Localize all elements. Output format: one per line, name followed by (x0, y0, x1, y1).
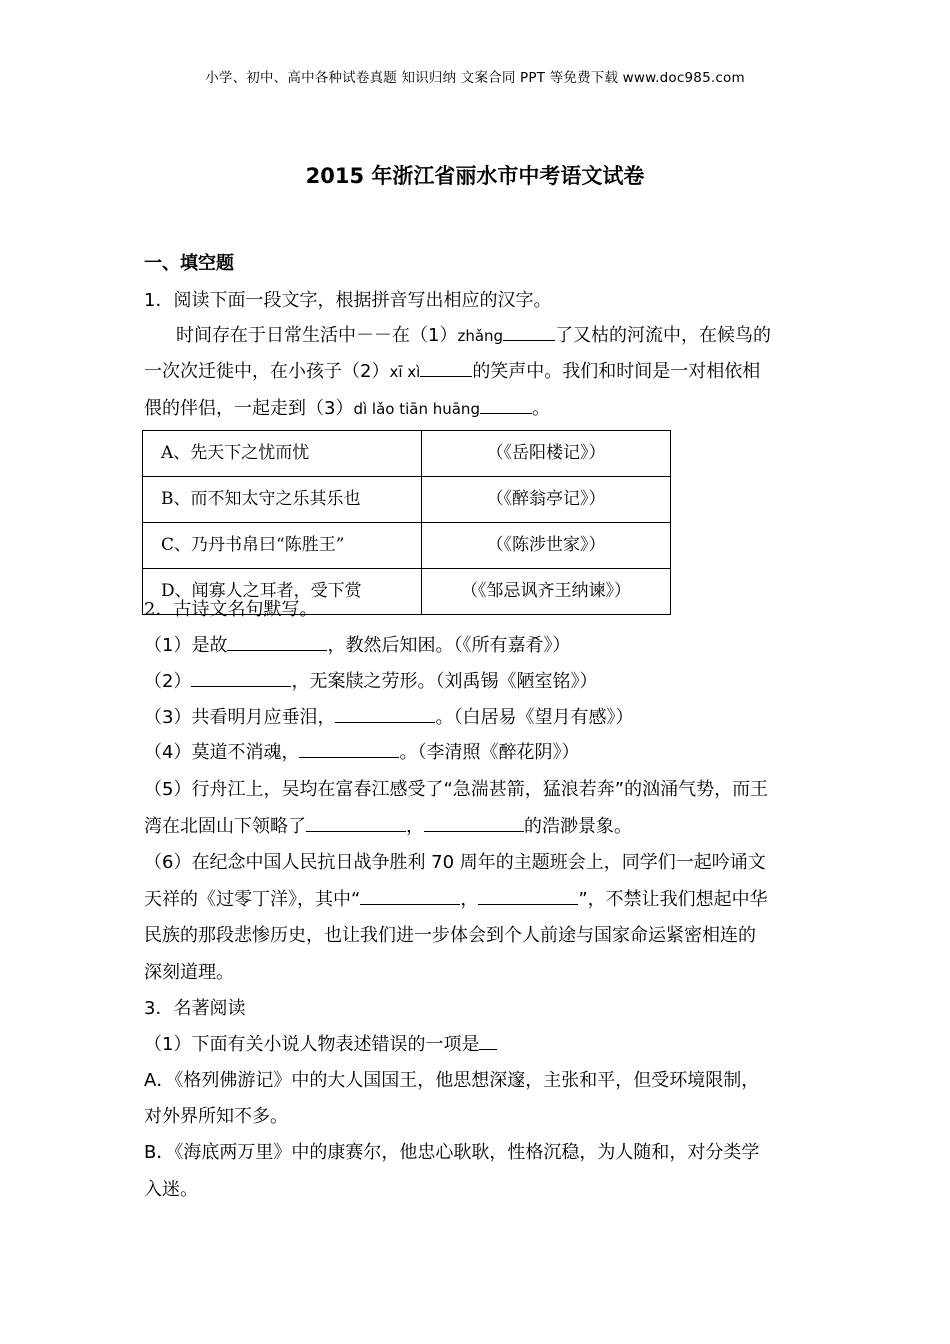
option-source: （《邹忌讽齐王纳谏》） (422, 569, 671, 615)
answer-blank[interactable] (227, 634, 327, 651)
q1-text: 一次次迁徙中，在小孩子（2） (144, 361, 390, 382)
answer-blank[interactable] (306, 815, 406, 832)
answer-blank[interactable] (299, 741, 399, 758)
q2-stem: 2．古诗文名句默写。 (144, 599, 318, 620)
page-header: 小学、初中、高中各种试卷真题 知识归纳 文案合同 PPT 等免费下载 www.doc985.com (205, 70, 745, 86)
q1-text: 了又枯的河流中，在候鸟的 (555, 325, 772, 346)
q1-stem: 1．阅读下面一段文字，根据拼音写出相应的汉字。 (144, 290, 552, 311)
answer-blank[interactable] (360, 888, 460, 905)
pinyin: dì lǎo tiān huāng (353, 400, 480, 418)
answer-blank[interactable] (480, 397, 532, 414)
table-row (143, 523, 671, 569)
q2-text: 。（李清照《醉花阴》） (399, 742, 580, 763)
q2-item-5-line-2 (144, 812, 632, 838)
q2-text: （2） (144, 671, 192, 692)
answer-blank[interactable] (335, 706, 435, 723)
q1-text: 偎的伴侣，一起走到（3） (144, 398, 354, 419)
pinyin: xī xì (389, 363, 421, 381)
q2-item-6-line-4: 深刻道理。 (144, 962, 234, 983)
q3-option-a-line-1: A．《格列佛游记》中的大人国国王，他思想深邃，主张和平，但受环境限制， (144, 1070, 760, 1091)
table-row (143, 477, 671, 523)
option-text: A、先天下之忧而忧 (143, 431, 422, 477)
q2-item-6-line-1: （6）在纪念中国人民抗日战争胜利 70 周年的主题班会上，同学们一起吟诵文 (144, 852, 766, 873)
q2-item-5-line-1: （5）行舟江上，吴均在富春江感受了“急湍甚箭，猛浪若奔”的汹涌气势，而王 (144, 779, 769, 800)
q2-text: （3）共看明月应垂泪， (144, 707, 336, 728)
answer-blank[interactable] (478, 888, 578, 905)
option-text: B、而不知太守之乐其乐也 (143, 477, 422, 523)
q1-paragraph-line-2 (144, 357, 760, 383)
q2-item-4 (144, 738, 579, 764)
q3-option-b-line-1: B．《海底两万里》中的康赛尔，他忠心耿耿，性格沉稳，为人随和，对分类学 (144, 1142, 760, 1163)
options-table (142, 430, 671, 615)
q2-text: ， (406, 816, 424, 837)
q2-text: （1）是故 (144, 635, 228, 656)
q1-text: 时间存在于日常生活中－－在（1） (176, 325, 458, 346)
q2-item-6-line-3: 民族的那段悲惨历史，也让我们进一步体会到个人前途与国家命运紧密相连的 (144, 925, 756, 946)
q2-text: 天祥的《过零丁洋》，其中“ (144, 889, 361, 910)
section-heading: 一、填空题 (144, 253, 234, 274)
option-text: C、乃丹书帛曰“陈胜王” (143, 523, 422, 569)
answer-blank[interactable] (420, 360, 472, 377)
q2-text: ，教然后知困。（《所有嘉肴》） (327, 635, 571, 656)
q2-text: 的浩渺景象。 (524, 816, 632, 837)
q3-text: （1）下面有关小说人物表述错误的一项是 (144, 1034, 480, 1055)
answer-blank[interactable] (503, 324, 555, 341)
table-row (143, 431, 671, 477)
q2-item-1 (144, 631, 570, 657)
pinyin: zhǎng (457, 327, 504, 345)
q2-text: （4）莫道不消魂， (144, 742, 300, 763)
answer-blank[interactable] (424, 815, 524, 832)
option-source: （《岳阳楼记》） (422, 431, 671, 477)
q1-text: 的笑声中。我们和时间是一对相依相 (472, 361, 761, 382)
option-source: （《醉翁亭记》） (422, 477, 671, 523)
q3-sub-1 (144, 1030, 497, 1056)
q3-option-a-line-2: 对外界所知不多。 (144, 1106, 288, 1127)
answer-blank[interactable] (479, 1033, 497, 1050)
q3-stem: 3．名著阅读 (144, 998, 246, 1019)
q2-item-3 (144, 703, 633, 729)
q1-paragraph-line-3 (144, 394, 550, 420)
option-text: D、闻寡人之耳者，受下赏 (143, 569, 422, 615)
q2-text: ，无案牍之劳形。（刘禹锡《陋室铭》） (291, 671, 598, 692)
q1-paragraph-line-1 (176, 321, 771, 347)
q1-text: 。 (531, 398, 550, 419)
page-title: 2015 年浙江省丽水市中考语文试卷 (305, 164, 645, 188)
q2-text: ”，不禁让我们想起中华 (578, 889, 768, 910)
q3-option-b-line-2: 入迷。 (144, 1179, 198, 1200)
q2-text: 。（白居易《望月有感》） (435, 707, 634, 728)
q2-item-2 (144, 667, 597, 693)
q2-text: 湾在北固山下领略了 (144, 816, 306, 837)
q2-item-6-line-2 (144, 885, 768, 911)
q2-text: ， (460, 889, 479, 910)
answer-blank[interactable] (191, 670, 291, 687)
option-source: （《陈涉世家》） (422, 523, 671, 569)
